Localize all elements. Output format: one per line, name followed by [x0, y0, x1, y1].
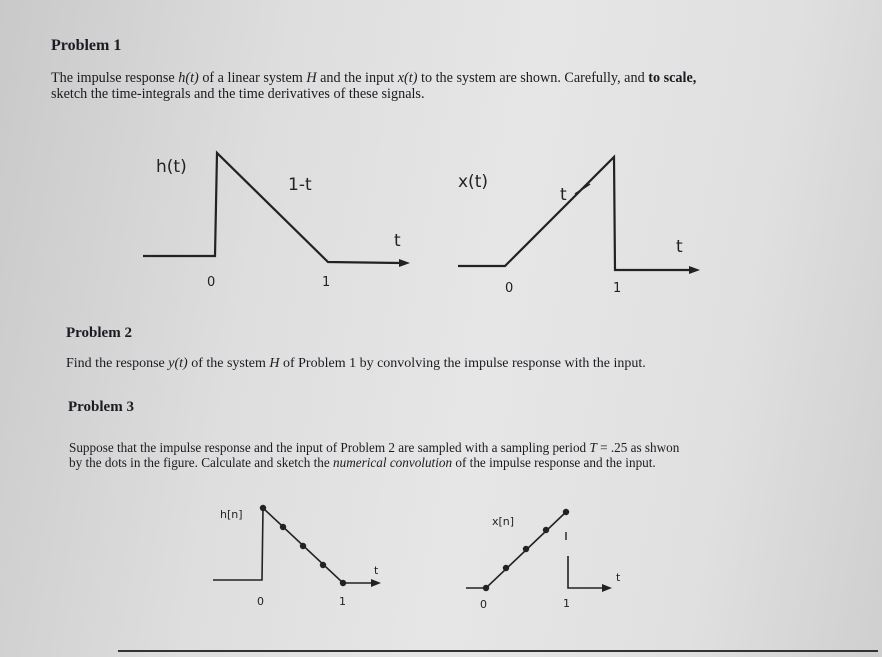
- problem1-text-c: and the input: [316, 70, 398, 86]
- problem2-text-b: of the system: [187, 356, 270, 371]
- problem3-title: Problem 3: [68, 399, 134, 415]
- problem2-y-symbol: y(t): [168, 356, 188, 371]
- xn-zero-tick: 0: [480, 598, 487, 611]
- hn-sample-point: [300, 543, 306, 549]
- problem1-text-b: of a linear system: [198, 70, 307, 86]
- problem3-T-symbol: T: [589, 440, 597, 455]
- problem3-text-a: Suppose that the impulse response and the input of Problem 2 are sampled with a sampling period: [69, 440, 590, 455]
- h-one-tick: 1: [322, 275, 331, 290]
- hn-plot-label: h[n]: [220, 508, 243, 521]
- xn-plot-label: x[n]: [492, 515, 515, 528]
- h-plot-label: h(t): [156, 157, 187, 177]
- problem1-bold-text: to scale,: [648, 70, 697, 86]
- xn-plot-curve: [466, 512, 566, 588]
- hn-axis-arrow: [371, 579, 381, 587]
- h-t-label: t: [394, 231, 401, 251]
- problem1-text-a: The impulse response: [51, 70, 179, 86]
- hn-t-label: t: [374, 564, 379, 577]
- hn-one-tick: 1: [339, 595, 346, 608]
- problem3-text-c: by the dots in the figure. Calculate and sketch the: [69, 455, 334, 470]
- h-slope-label: 1-t: [288, 175, 312, 195]
- xn-sample-point: [563, 509, 569, 515]
- hn-zero-tick: 0: [257, 595, 264, 608]
- problem2-text-c: of Problem 1 by convolving the impulse response with the input.: [279, 356, 646, 371]
- xn-t-label: t: [616, 571, 621, 584]
- x-one-tick: 1: [613, 281, 622, 296]
- xn-sample-point: [543, 527, 549, 533]
- problem3-text-d: of the impulse response and the input.: [452, 455, 656, 470]
- xn-axis: [568, 556, 604, 588]
- problem1-x-symbol: x(t): [397, 70, 418, 86]
- hn-sample-point: [280, 524, 286, 530]
- x-t-label: t: [676, 237, 683, 257]
- problem3-text-b: = .25 as shwon: [596, 440, 680, 455]
- hn-sample-point: [260, 505, 266, 511]
- xn-sample-point: [523, 546, 529, 552]
- hn-sample-point: [340, 580, 346, 586]
- problem2-H-symbol: H: [269, 356, 280, 371]
- problem2-title: Problem 2: [66, 325, 132, 341]
- problem3-italic-text: numerical convolution: [333, 455, 453, 470]
- h-zero-tick: 0: [207, 275, 216, 290]
- xn-one-tick: 1: [563, 597, 570, 610]
- x-zero-tick: 0: [505, 281, 514, 296]
- problem1-h-symbol: h(t): [178, 70, 199, 86]
- bottom-divider: [118, 650, 878, 652]
- hn-sample-point: [320, 562, 326, 568]
- x-slope-label: t: [560, 185, 567, 205]
- x-plot-label: x(t): [458, 172, 488, 192]
- problem1-text-d: to the system are shown. Carefully, and: [417, 70, 649, 86]
- xn-axis-arrow: [602, 584, 612, 592]
- problem1-title: Problem 1: [51, 37, 122, 54]
- xn-sample-point: [503, 565, 509, 571]
- problem1-H-symbol: H: [306, 70, 317, 86]
- problem1-line2: sketch the time-integrals and the time derivatives of these signals.: [51, 86, 425, 102]
- problem2-text-a: Find the response: [66, 356, 169, 371]
- xn-sample-point: [483, 585, 489, 591]
